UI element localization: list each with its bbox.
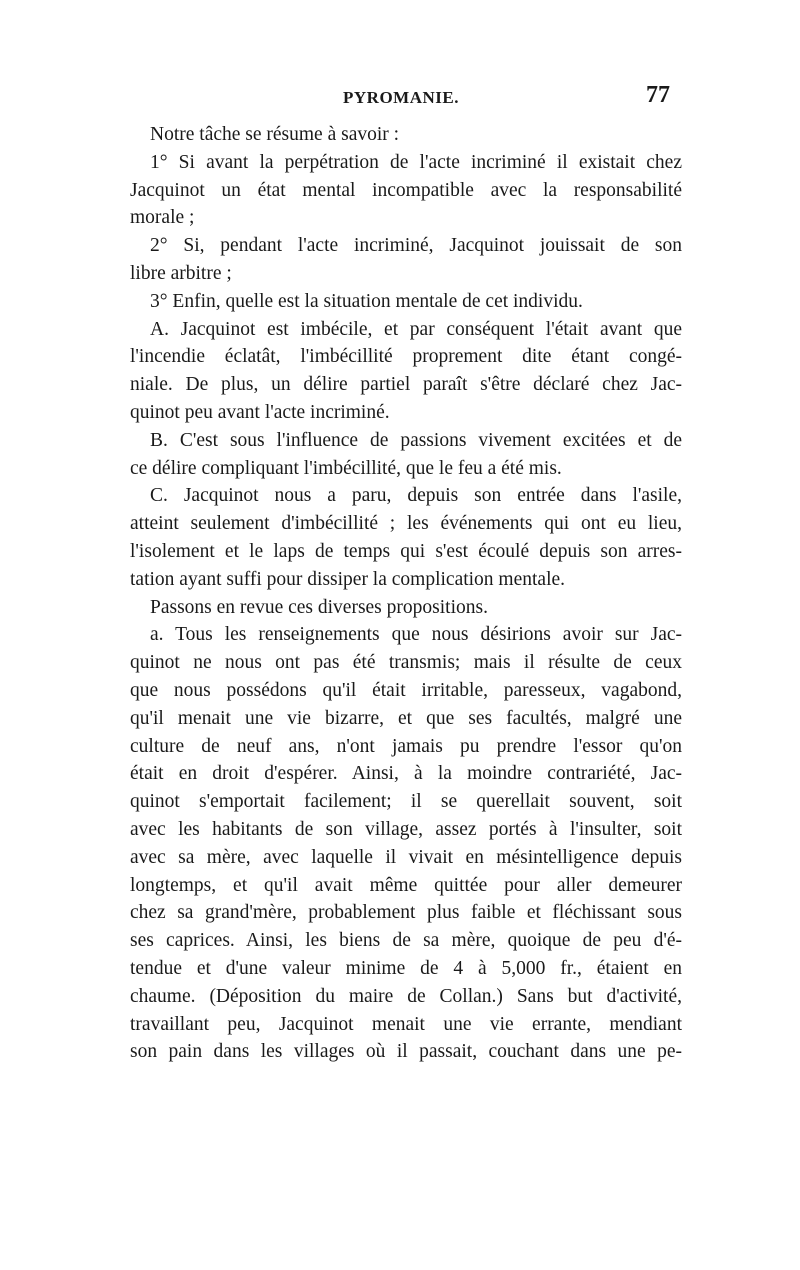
text-line: morale ; bbox=[130, 207, 195, 229]
text-line: son pain dans les villages où il passait, couchant dans une pe- bbox=[130, 1041, 682, 1063]
text-line: Notre tâche se résume à savoir : bbox=[150, 124, 400, 145]
text-line: a. Tous les renseignements que nous désirions avoir sur Jac- bbox=[150, 624, 682, 646]
text-line: quinot ne nous ont pas été transmis; mais il résulte de ceux bbox=[130, 652, 682, 674]
text-line: 3° Enfin, quelle est la situation mentale de cet individu. bbox=[150, 290, 583, 312]
text-line: tendue et d'une valeur minime de 4 à 5,000 fr., étaient en bbox=[130, 957, 682, 979]
running-head bbox=[130, 82, 680, 116]
text-line: libre arbitre ; bbox=[130, 262, 232, 284]
text-line: travaillant peu, Jacquinot menait une vie errante, mendiant bbox=[130, 1013, 682, 1035]
text-line: tation ayant suffi pour dissiper la complication mentale. bbox=[130, 568, 566, 590]
text-line: niale. De plus, un délire partiel paraît s'être déclaré chez Jac- bbox=[130, 374, 682, 396]
text-line: l'incendie éclatât, l'imbécillité proprement dite étant congé- bbox=[130, 346, 682, 368]
text-line: l'isolement et le laps de temps qui s'est écoulé depuis son arres- bbox=[130, 540, 682, 562]
text-line: longtemps, et qu'il avait même quittée pour aller demeurer bbox=[130, 874, 682, 896]
text-line: ses caprices. Ainsi, les biens de sa mère, quoique de peu d'é- bbox=[130, 930, 682, 952]
running-title: PYROMANIE. bbox=[343, 88, 459, 107]
text-line: atteint seulement d'imbécillité ; les événements qui ont eu lieu, bbox=[130, 513, 682, 535]
text-line: était en droit d'espérer. Ainsi, à la moindre contrariété, Jac- bbox=[130, 763, 682, 785]
text-line: culture de neuf ans, n'ont jamais pu prendre l'essor qu'on bbox=[130, 735, 682, 757]
text-line: 1° Si avant la perpétration de l'acte incriminé il existait chez bbox=[150, 151, 682, 173]
body-text bbox=[130, 121, 682, 1066]
page-number: 77 bbox=[646, 82, 670, 108]
text-line: C. Jacquinot nous a paru, depuis son entrée dans l'asile, bbox=[150, 485, 682, 507]
text-line: Jacquinot un état mental incompatible avec la responsabilité bbox=[130, 179, 682, 201]
text-line: quinot peu avant l'acte incriminé. bbox=[130, 401, 390, 423]
text-line: Passons en revue ces diverses propositions. bbox=[150, 596, 488, 618]
text-line: qu'il menait une vie bizarre, et que ses facultés, malgré une bbox=[130, 707, 682, 729]
text-line: avec les habitants de son village, assez portés à l'insulter, soit bbox=[130, 818, 682, 840]
text-line: chez sa grand'mère, probablement plus faible et fléchissant sous bbox=[130, 902, 682, 924]
text-line: B. C'est sous l'influence de passions vivement excitées et de bbox=[150, 429, 682, 451]
text-line: chaume. (Déposition du maire de Collan.) Sans but d'activité, bbox=[130, 985, 682, 1007]
text-line: ce délire compliquant l'imbécillité, que le feu a été mis. bbox=[130, 457, 562, 479]
text-line: A. Jacquinot est imbécile, et par conséquent l'était avant que bbox=[150, 318, 682, 340]
text-line: quinot s'emportait facilement; il se querellait souvent, soit bbox=[130, 791, 682, 813]
text-line: avec sa mère, avec laquelle il vivait en mésintelligence depuis bbox=[130, 846, 682, 868]
text-line: 2° Si, pendant l'acte incriminé, Jacquinot jouissait de son bbox=[150, 235, 682, 257]
text-line: que nous possédons qu'il était irritable, paresseux, vagabond, bbox=[130, 679, 682, 701]
